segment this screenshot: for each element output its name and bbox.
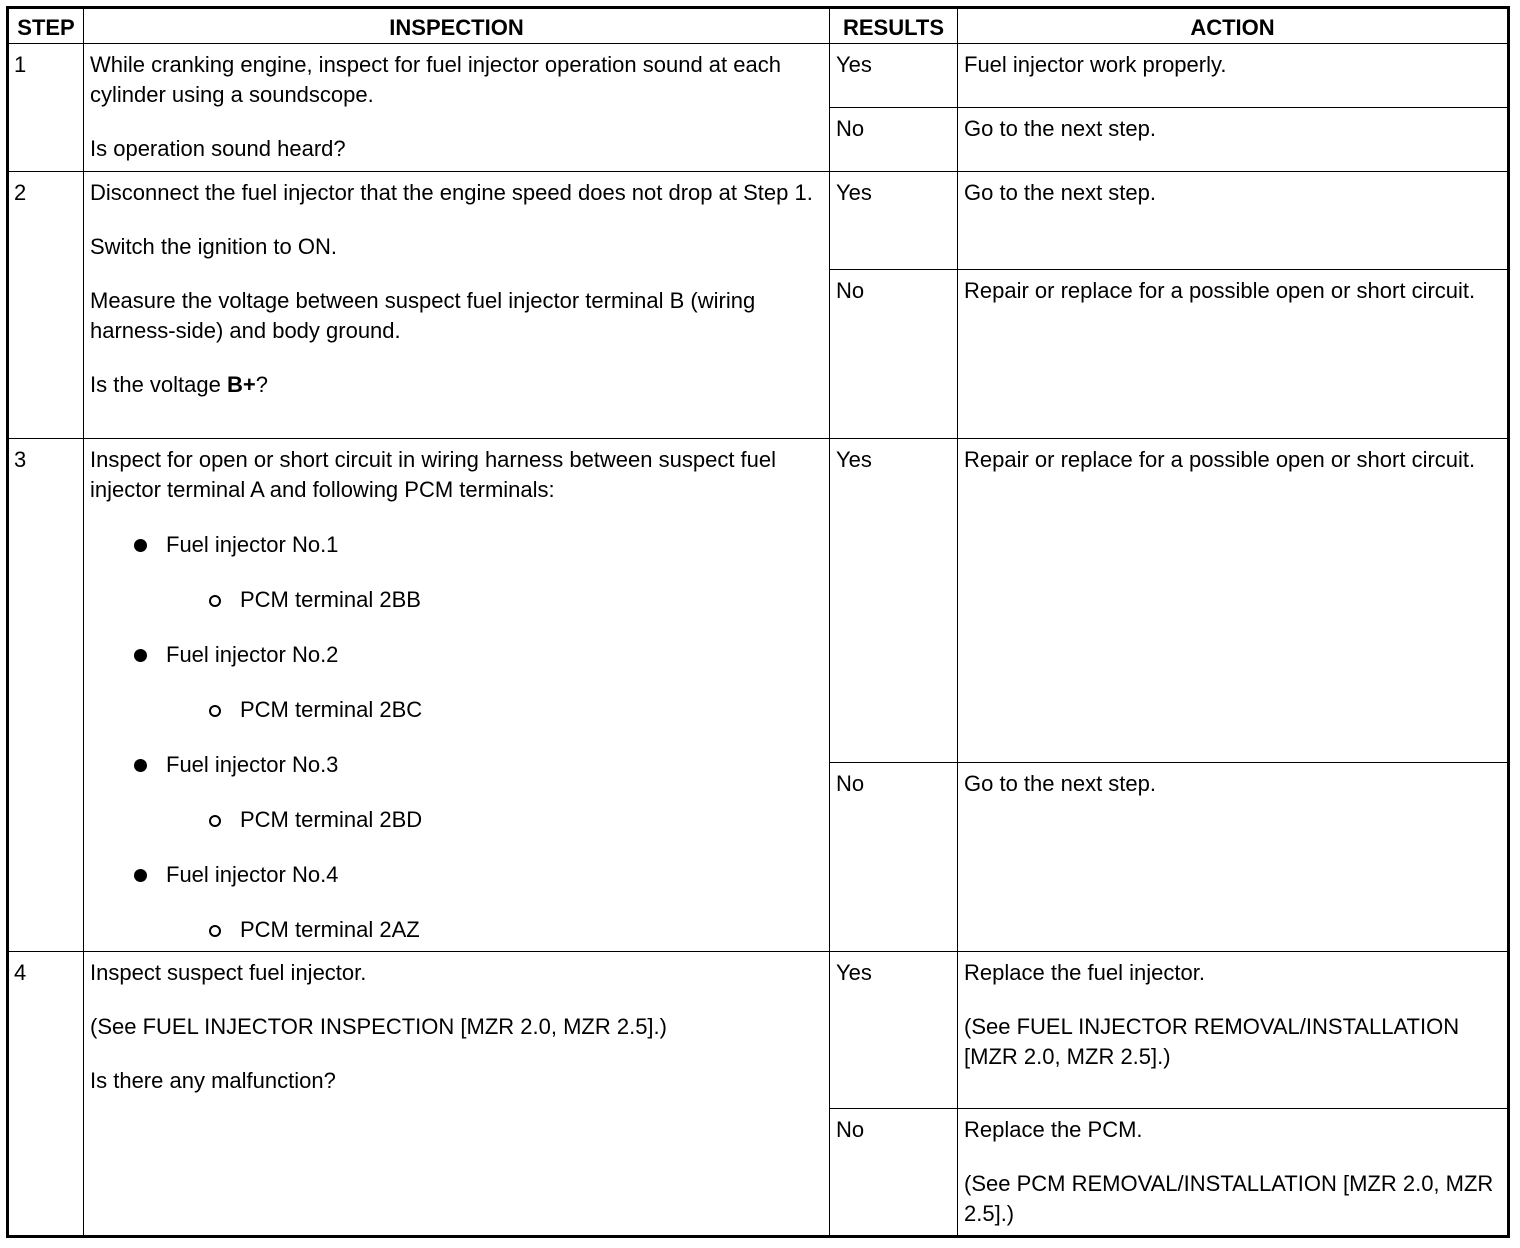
inspection-reference: (See FUEL INJECTOR INSPECTION [MZR 2.0, MZR 2.5].) (90, 1014, 667, 1039)
action-reference: (See FUEL INJECTOR REMOVAL/INSTALLATION [MZR 2.0, MZR 2.5].) (964, 1014, 1460, 1069)
header-results: RESULTS (830, 8, 958, 44)
inspection-cell (84, 44, 830, 172)
result-cell: No (830, 1109, 958, 1237)
inspection-cell (84, 172, 830, 439)
terminal-sub-bullet: PCM terminal 2BB (90, 585, 823, 615)
step-number: 1 (8, 44, 84, 172)
result-cell: No (830, 108, 958, 172)
injector-bullet: Fuel injector No.1 (90, 530, 823, 560)
header-action: ACTION (958, 8, 1509, 44)
result-cell: Yes (830, 439, 958, 763)
action-text: Replace the fuel injector. (964, 960, 1205, 985)
header-row (8, 8, 1509, 44)
action-cell (958, 952, 1509, 1109)
action-reference: (See PCM REMOVAL/INSTALLATION [MZR 2.0, MZR 2.5].) (964, 1171, 1494, 1226)
action-cell: Go to the next step. (958, 172, 1509, 270)
inspection-text: Inspect for open or short circuit in wiring harness between suspect fuel injector terminal A and following PCM terminals: (90, 447, 777, 502)
inspection-question: Is there any malfunction? (90, 1068, 336, 1093)
action-cell: Go to the next step. (958, 108, 1509, 172)
result-cell: Yes (830, 172, 958, 270)
header-inspection: INSPECTION (84, 8, 830, 44)
injector-bullet: Fuel injector No.2 (90, 640, 823, 670)
inspection-question: Is operation sound heard? (90, 136, 346, 161)
inspection-text: Measure the voltage between suspect fuel injector terminal B (wiring harness-side) and body ground. (90, 288, 756, 343)
inspection-cell (84, 952, 830, 1237)
result-cell: Yes (830, 952, 958, 1109)
action-cell: Repair or replace for a possible open or short circuit. (958, 270, 1509, 439)
header-step: STEP (8, 8, 84, 44)
table-row (8, 439, 1509, 763)
action-cell: Fuel injector work properly. (958, 44, 1509, 108)
table-row (8, 952, 1509, 1109)
table-row (8, 44, 1509, 108)
action-cell: Go to the next step. (958, 763, 1509, 952)
step-number: 4 (8, 952, 84, 1237)
result-cell: Yes (830, 44, 958, 108)
action-cell: Repair or replace for a possible open or short circuit. (958, 439, 1509, 763)
terminal-sub-bullet: PCM terminal 2BD (90, 805, 823, 835)
inspection-text: While cranking engine, inspect for fuel injector operation sound at each cylinder using a soundscope. (90, 52, 781, 107)
inspection-question (90, 370, 823, 400)
diagnostic-procedure-table (6, 6, 1510, 1238)
step-number: 2 (8, 172, 84, 439)
inspection-text: Switch the ignition to ON. (90, 234, 338, 259)
injector-bullet: Fuel injector No.4 (90, 860, 823, 890)
result-cell: No (830, 763, 958, 952)
injector-bullet: Fuel injector No.3 (90, 750, 823, 780)
inspection-text: Disconnect the fuel injector that the engine speed does not drop at Step 1. (90, 180, 813, 205)
inspection-text: Inspect suspect fuel injector. (90, 960, 367, 985)
action-cell (958, 1109, 1509, 1237)
question-suffix: ? (255, 372, 268, 397)
step-number: 3 (8, 439, 84, 952)
action-text: Replace the PCM. (964, 1117, 1143, 1142)
question-prefix: Is the voltage (90, 372, 227, 397)
voltage-value: B+ (226, 372, 256, 397)
result-cell: No (830, 270, 958, 439)
inspection-cell (84, 439, 830, 952)
terminal-sub-bullet: PCM terminal 2AZ (90, 915, 823, 945)
terminal-sub-bullet: PCM terminal 2BC (90, 695, 823, 725)
table-row (8, 172, 1509, 270)
